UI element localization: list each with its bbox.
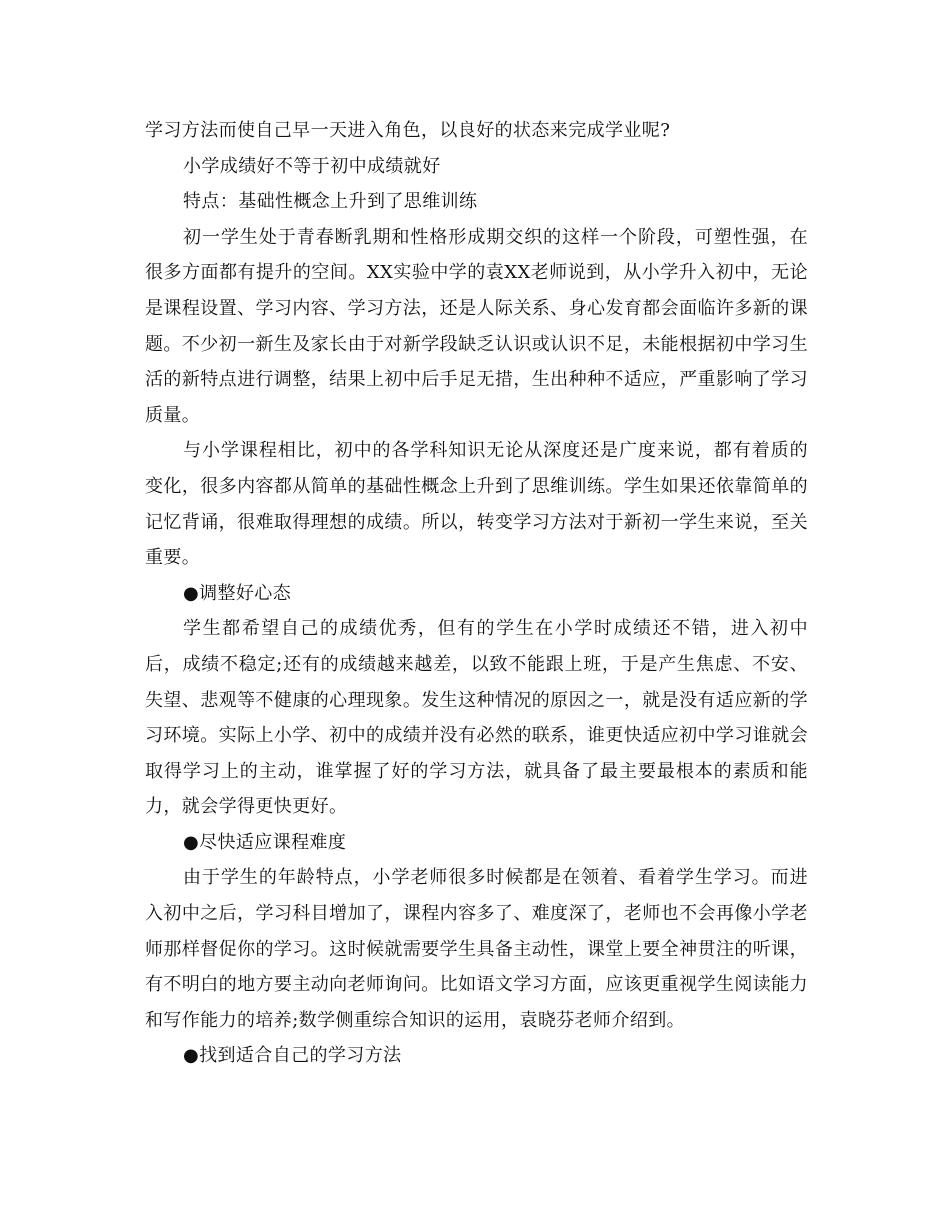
body-paragraph: 学生都希望自己的成绩优秀，但有的学生在小学时成绩还不错，进入初中后，成绩不稳定;还有的成绩越来越差，以致不能跟上班，于是产生焦虑、不安、失望、悲观等不健康的心理现象。发生这种情况的原因之一，就是没有适应新的学习环境。实际上小学、初中的成绩并没有必然的联系，谁更快适应初中学习谁就会取得学习上的主动，谁掌握了好的学习方法，就具备了最主要最根本的素质和能力，就会学得更快更好。 bbox=[145, 618, 808, 818]
body-paragraph: 初一学生处于青春断乳期和性格形成期交织的这样一个阶段，可塑性强，在很多方面都有提升的空间。XX实验中学的袁XX老师说到，从小学升入初中，无论是课程设置、学习内容、学习方法，还是人际关系、身心发育都会面临许多新的课题。不少初一新生及家长由于对新学段缺乏认识或认识不足，未能根据初中学习生活的新特点进行调整，结果上初中后手足无措，生出种种不适应，严重影响了学习质量。 bbox=[145, 226, 808, 426]
document-body bbox=[145, 113, 808, 1074]
body-paragraph: 由于学生的年龄特点，小学老师很多时候都是在领着、看着学生学习。而进入初中之后，学习科目增加了，课程内容多了、难度深了，老师也不会再像小学老师那样督促你的学习。这时候就需要学生具备主动性，课堂上要全神贯注的听课，有不明白的地方要主动向老师询问。比如语文学习方面，应该更重视学生阅读能力和写作能力的培养;数学侧重综合知识的运用，袁晓芬老师介绍到。 bbox=[145, 867, 808, 1031]
section-subheading: 特点：基础性概念上升到了思维训练 bbox=[183, 191, 478, 213]
bullet-heading: ●尽快适应课程难度 bbox=[183, 831, 347, 853]
bullet-heading: ●找到适合自己的学习方法 bbox=[183, 1045, 402, 1067]
continuation-paragraph: 学习方法而使自己早一天进入角色，以良好的状态来完成学业呢? bbox=[145, 120, 671, 141]
section-heading: 小学成绩好不等于初中成绩就好 bbox=[183, 155, 441, 177]
bullet-heading: ●调整好心态 bbox=[183, 582, 292, 604]
body-paragraph: 与小学课程相比，初中的各学科知识无论从深度还是广度来说，都有着质的变化，很多内容都从简单的基础性概念上升到了思维训练。学生如果还依靠简单的记忆背诵，很难取得理想的成绩。所以，转变学习方法对于新初一学生来说，至关重要。 bbox=[145, 440, 808, 569]
